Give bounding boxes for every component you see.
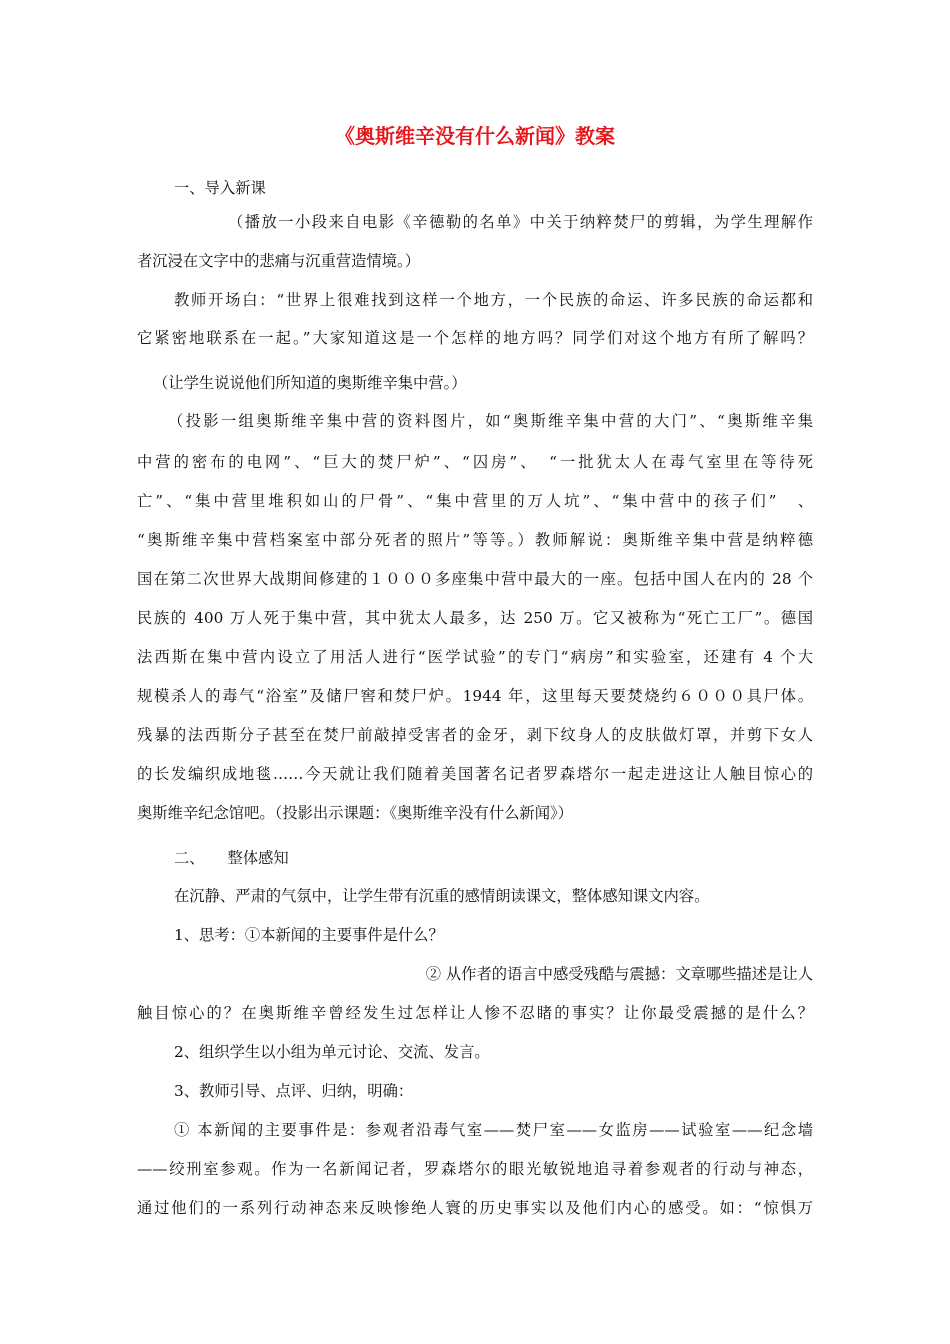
paragraph-line: ——绞刑室参观。作为一名新闻记者，罗森塔尔的眼光敏锐地追寻着参观者的行动与神态， (137, 1160, 813, 1178)
paragraph-line: 的长发编织成地毯……今天就让我们随着美国著名记者罗森塔尔一起走进这让人触目惊心的 (137, 765, 813, 783)
paragraph-line: 2、组织学生以小组为单元讨论、交流、发言。 (174, 1043, 490, 1061)
paragraph-line: （投影一组奥斯维辛集中营的资料图片，如“奥斯维辛集中营的大门”、“奥斯维辛集 (168, 412, 813, 430)
paragraph-line: 国在第二次世界大战期间修建的１０００多座集中营中最大的一座。包括中国人在内的 28 个 (137, 570, 813, 588)
paragraph-line: 教师开场白：“世界上很难找到这样一个地方，一个民族的命运、许多民族的命运都和 (174, 291, 813, 309)
paragraph-line: 它紧密地联系在一起。”大家知道这是一个怎样的地方吗？同学们对这个地方有所了解吗？ (137, 329, 813, 347)
section-heading-1: 一、导入新课 (174, 179, 266, 197)
paragraph-line: 者沉浸在文字中的悲痛与沉重营造情境。） (137, 252, 420, 270)
section-heading-2: 二、 整体感知 (174, 849, 289, 867)
paragraph-line: 触目惊心的？在奥斯维辛曾经发生过怎样让人惨不忍睹的事实？让你最受震撼的是什么？ (137, 1004, 813, 1022)
paragraph-line: 3、教师引导、点评、归纳，明确： (174, 1082, 414, 1100)
document-title: 《奥斯维辛没有什么新闻》教案 (335, 124, 615, 148)
paragraph-line: 法西斯在集中营内设立了用活人进行“医学试验”的专门“病房”和实验室，还建有 4 个大 (137, 648, 813, 666)
paragraph-line: 民族的 400 万人死于集中营，其中犹太人最多，达 250 万。它又被称为“死亡工厂”。德国 (137, 609, 813, 627)
paragraph-line: ② 从作者的语言中感受残酷与震撼：文章哪些描述是让人 (425, 965, 813, 983)
paragraph-line: 在沉静、严肃的气氛中，让学生带有沉重的感情朗读课文，整体感知课文内容。 (174, 887, 710, 905)
paragraph-line: 中营的密布的电网”、“巨大的焚尸炉”、“囚房”、 “一批犹太人在毒气室里在等待死 (137, 453, 813, 471)
paragraph-line: ① 本新闻的主要事件是：参观者沿毒气室——焚尸室——女监房——试验室——纪念墙 (174, 1121, 813, 1139)
paragraph-line: （让学生说说他们所知道的奥斯维辛集中营。） (153, 374, 467, 392)
paragraph-line: （播放一小段来自电影《辛德勒的名单》中关于纳粹焚尸的剪辑，为学生理解作 (228, 213, 813, 231)
paragraph-line: 通过他们的一系列行动神态来反映惨绝人寰的历史事实以及他们内心的感受。如：“惊惧万 (137, 1199, 813, 1217)
paragraph-line: 奥斯维辛纪念馆吧。（投影出示课题：《奥斯维辛没有什么新闻》） (137, 804, 573, 822)
paragraph-line: “奥斯维辛集中营档案室中部分死者的照片”等等。）教师解说：奥斯维辛集中营是纳粹德 (137, 531, 813, 549)
paragraph-line: 残暴的法西斯分子甚至在焚尸前敲掉受害者的金牙，剥下纹身人的皮肤做灯罩，并剪下女人 (137, 726, 813, 744)
paragraph-line: 亡”、“集中营里堆积如山的尸骨”、“集中营里的万人坑”、“集中营中的孩子们” 、 (137, 492, 813, 510)
paragraph-line: 1、思考：①本新闻的主要事件是什么？ (174, 926, 444, 944)
paragraph-line: 规模杀人的毒气“浴室”及储尸窖和焚尸炉。1944 年，这里每天要焚烧约６０００具尸体。 (137, 687, 813, 705)
